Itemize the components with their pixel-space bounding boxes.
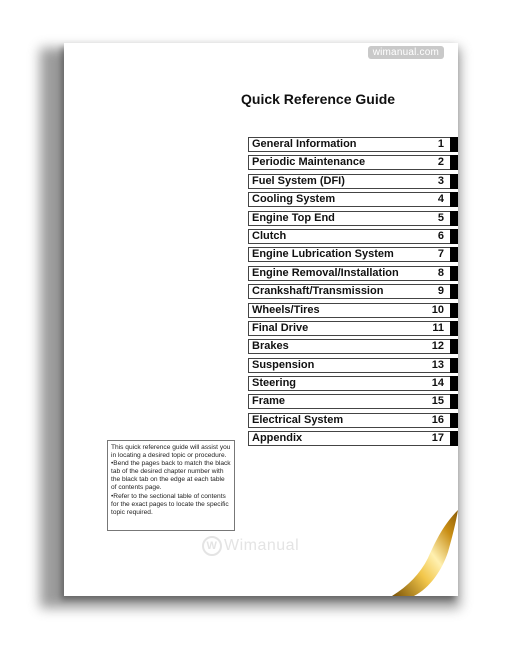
chapter-tab bbox=[450, 303, 458, 318]
toc-item-label: Appendix bbox=[252, 432, 303, 445]
chapter-tab bbox=[450, 266, 458, 281]
toc-item-label: Wheels/Tires bbox=[252, 303, 320, 316]
toc-item-number: 4 bbox=[437, 193, 444, 206]
toc-item-label: Cooling System bbox=[252, 193, 336, 206]
toc-item-number: 2 bbox=[437, 156, 444, 169]
toc-item[interactable] bbox=[248, 247, 450, 262]
toc-item-number: 9 bbox=[437, 285, 444, 298]
toc-item-label: Frame bbox=[252, 395, 286, 408]
toc-item-number: 16 bbox=[431, 413, 444, 426]
toc-item-label: Crankshaft/Transmission bbox=[252, 285, 384, 298]
toc-item[interactable] bbox=[248, 192, 450, 207]
toc-item[interactable] bbox=[248, 174, 450, 189]
toc-item-label: Brakes bbox=[252, 340, 289, 353]
chapter-tab bbox=[450, 339, 458, 354]
watermark-logo-icon: W bbox=[202, 536, 222, 556]
chapter-tab bbox=[450, 394, 458, 409]
toc-item-number: 15 bbox=[431, 395, 444, 408]
toc-item-number: 1 bbox=[437, 138, 444, 150]
chapter-tab bbox=[450, 284, 458, 299]
toc-item[interactable] bbox=[248, 339, 450, 354]
toc-item-number: 7 bbox=[437, 248, 444, 261]
toc-item[interactable] bbox=[248, 266, 450, 281]
toc-item-number: 10 bbox=[431, 303, 444, 316]
toc-item-number: 11 bbox=[432, 321, 444, 334]
toc-item-number: 5 bbox=[437, 211, 444, 224]
toc-item-number: 13 bbox=[431, 358, 444, 371]
toc-item-label: Final Drive bbox=[252, 321, 309, 334]
toc-item-number: 3 bbox=[437, 174, 444, 187]
toc-item[interactable] bbox=[248, 394, 450, 409]
toc-item-label: Fuel System (DFI) bbox=[252, 174, 345, 187]
toc-item[interactable] bbox=[248, 376, 450, 391]
toc-item[interactable] bbox=[248, 303, 450, 318]
toc-item-number: 12 bbox=[431, 340, 444, 353]
toc-item[interactable] bbox=[248, 137, 450, 152]
watermark-center bbox=[202, 536, 299, 556]
note-intro: This quick reference guide will assist you in locating a desired topic or procedure. bbox=[111, 444, 231, 460]
toc-item-number: 6 bbox=[437, 229, 444, 242]
toc-item-number: 17 bbox=[431, 432, 444, 445]
toc-item-label: General Information bbox=[252, 138, 357, 150]
chapter-tab bbox=[450, 321, 458, 336]
toc-item[interactable] bbox=[248, 321, 450, 336]
toc-item-label: Engine Lubrication System bbox=[252, 248, 394, 261]
chapter-tab bbox=[450, 358, 458, 373]
watermark-center-text: Wimanual bbox=[224, 537, 300, 554]
toc-item-number: 14 bbox=[431, 377, 444, 390]
chapter-tab bbox=[450, 192, 458, 207]
page-title: Quick Reference Guide bbox=[241, 91, 396, 107]
note-bullet-bend-pages: •Bend the pages back to match the black tab of the desired chapter number with the black tab on the edge at each table of contents page. bbox=[111, 460, 231, 492]
chapter-tab bbox=[450, 247, 458, 262]
chapter-tab bbox=[450, 174, 458, 189]
watermark-top: wimanual.com bbox=[368, 46, 444, 59]
toc-item[interactable] bbox=[248, 431, 450, 446]
chapter-tab bbox=[450, 211, 458, 226]
note-bullet-refer-toc: •Refer to the sectional table of contents for the exact pages to locate the specific topic required. bbox=[111, 492, 229, 516]
toc-item[interactable] bbox=[248, 155, 450, 170]
toc-item-label: Steering bbox=[252, 377, 297, 390]
chapter-tab bbox=[450, 155, 458, 170]
toc-item[interactable] bbox=[248, 358, 450, 373]
toc-item-label: Periodic Maintenance bbox=[252, 156, 366, 169]
page-curl-icon bbox=[386, 506, 458, 596]
manual-page bbox=[64, 43, 458, 596]
toc-list bbox=[248, 137, 458, 450]
toc-item-number: 8 bbox=[437, 266, 444, 279]
toc-item-label: Engine Removal/Installation bbox=[252, 266, 399, 279]
toc-item[interactable] bbox=[248, 211, 450, 226]
toc-item[interactable] bbox=[248, 229, 450, 244]
toc-item-label: Suspension bbox=[252, 358, 315, 371]
chapter-tab bbox=[450, 376, 458, 391]
chapter-tab bbox=[450, 137, 458, 152]
toc-item[interactable] bbox=[248, 284, 450, 299]
toc-item[interactable] bbox=[248, 413, 450, 428]
chapter-tab bbox=[450, 431, 458, 446]
chapter-tab bbox=[450, 413, 458, 428]
toc-item-label: Engine Top End bbox=[252, 211, 335, 224]
quick-reference-note bbox=[107, 440, 235, 531]
chapter-tab bbox=[450, 229, 458, 244]
toc-item-label: Electrical System bbox=[252, 413, 344, 426]
toc-item-label: Clutch bbox=[252, 229, 287, 242]
